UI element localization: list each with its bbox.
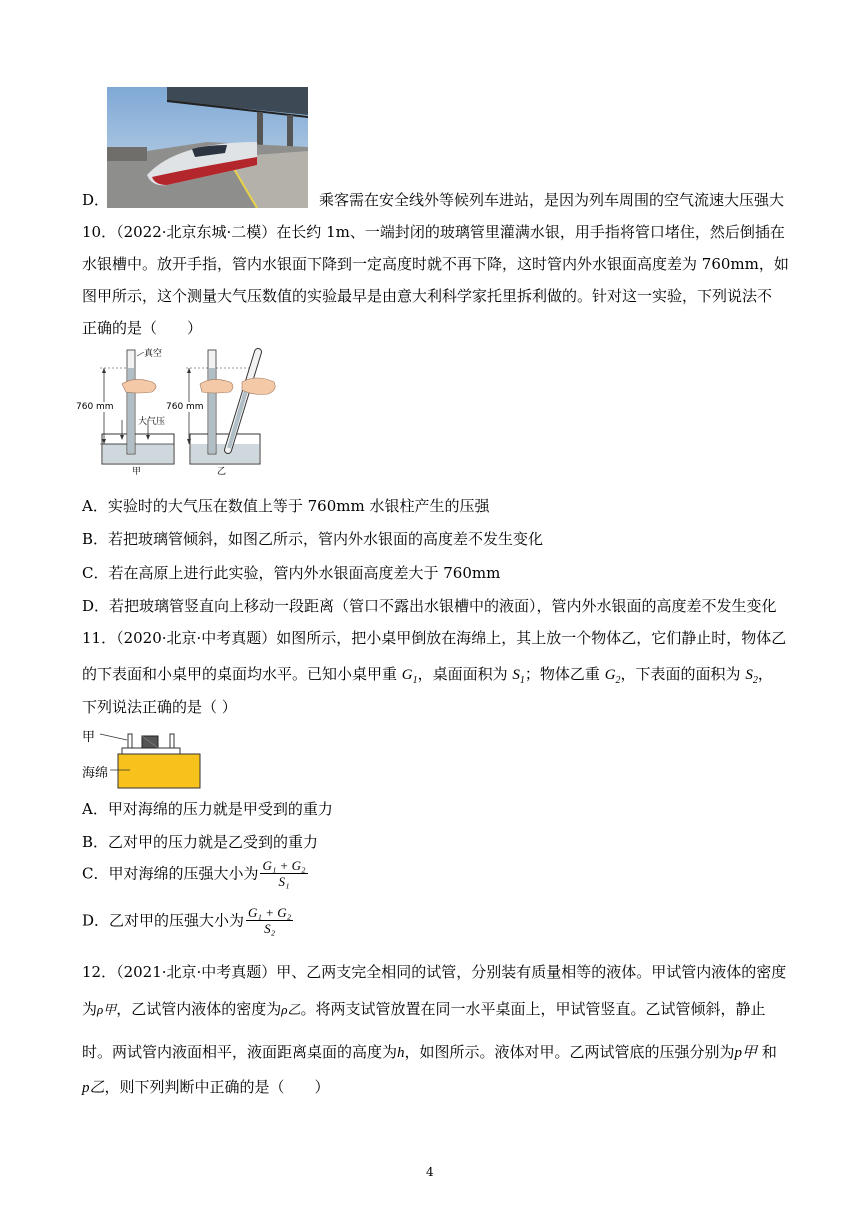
height-label-left: 760 mm <box>76 402 114 412</box>
q12-line1: 12．（2021·北京·中考真题）甲、乙两支完全相同的试管，分别装有质量相等的液体。甲试管内液体的密度 <box>82 963 787 981</box>
q12-line2: 为ρ甲，乙试管内液体的密度为ρ乙。将两支试管放置在同一水平桌面上，甲试管竖直。乙试管倾斜，静止 <box>82 1000 766 1018</box>
figure-label-jia: 甲 <box>132 467 142 477</box>
q11-line1: 11．（2020·北京·中考真题）如图所示，把小桌甲倒放在海绵上，其上放一个物体乙，它们静止时，物体乙 <box>82 629 787 647</box>
q10-option-a: A．实验时的大气压在数值上等于 760mm 水银柱产生的压强 <box>82 497 490 515</box>
page-number: 4 <box>426 1165 434 1179</box>
q11-option-d: D．乙对甲的压强大小为 $\frac{\text{G₁ + G₂}}{\text{S₂}}$ <box>82 905 292 936</box>
torricelli-figure <box>76 346 282 477</box>
q11-option-c: C．甲对海绵的压强大小为 $\frac{\text{G₁ + G₂}}{\text{S₁}}$ <box>82 858 306 889</box>
label-jia: 甲 <box>82 730 96 745</box>
fraction-c: $\frac{\text{G₁ + G₂}}{\text{S₁}}$ <box>262 858 306 889</box>
label-sponge: 海绵 <box>82 766 109 781</box>
fraction-d: $\frac{\text{G₁ + G₂}}{\text{S₂}}$ <box>248 905 292 936</box>
q12-line4: p乙，则下列判断中正确的是（ ） <box>82 1078 330 1096</box>
q11-option-a: A．甲对海绵的压力就是甲受到的重力 <box>82 800 333 818</box>
height-label-right: 760 mm <box>166 402 204 412</box>
q11-line2: 的下表面和小桌甲的桌面均水平。已知小桌甲重 $G_1$，桌面面积为 $S_1$；物体乙重 $G_2$，下表面的面积为 $S_2$， <box>82 665 773 686</box>
q10-option-c: C．若在高原上进行此实验，管内外水银面高度差大于 760mm <box>82 564 501 582</box>
q9-option-d-label: D． <box>82 191 110 209</box>
q10-option-d: D．若把玻璃管竖直向上移动一段距离（管口不露出水银槽中的液面），管内外水银面的高度差不发生变化 <box>82 597 777 615</box>
q12-line3: 时。两试管内液面相平，液面距离桌面的高度为h，如图所示。液体对甲。乙两试管底的压强分别为p甲 和 <box>82 1043 777 1061</box>
figure-label-yi: 乙 <box>217 467 227 477</box>
q11-line3: 下列说法正确的是（ ） <box>82 698 237 716</box>
sponge-figure <box>82 726 204 790</box>
vacuum-label: 真空 <box>144 349 163 359</box>
atm-label: 大气压 <box>138 417 166 427</box>
q10-line3: 图甲所示，这个测量大气压数值的实验最早是由意大利科学家托里拆利做的。针对这一实验，下列说法不 <box>82 287 773 305</box>
q10-line4: 正确的是（ ） <box>82 319 203 337</box>
q9-option-d-text: 乘客需在安全线外等候列车进站，是因为列车周围的空气流速大压强大 <box>319 191 785 209</box>
q11-option-b: B．乙对甲的压力就是乙受到的重力 <box>82 833 319 851</box>
q10-option-b: B．若把玻璃管倾斜，如图乙所示，管内外水银面的高度差不发生变化 <box>82 530 544 548</box>
q10-line2: 水银槽中。放开手指，管内水银面下降到一定高度时就不再下降，这时管内外水银面高度差为 760mm，如 <box>82 255 789 273</box>
q10-line1: 10．（2022·北京东城·二模）在长约 1m、一端封闭的玻璃管里灌满水银，用手指将管口堵住，然后倒插在 <box>82 223 785 241</box>
